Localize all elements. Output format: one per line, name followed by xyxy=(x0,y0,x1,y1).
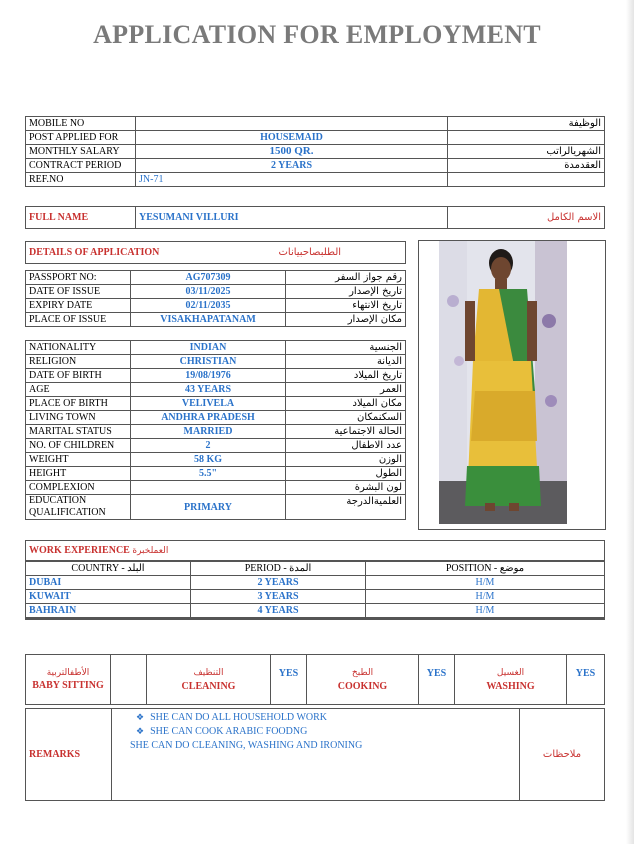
work-experience-arabic: العملخبرة xyxy=(132,545,169,556)
skill-arabic: الأطفالتربية xyxy=(46,668,90,678)
full-name-value: YESUMANI VILLURI xyxy=(136,207,448,229)
period-cell: 4 YEARS xyxy=(191,604,366,618)
row-value: JN-71 xyxy=(136,173,448,187)
skill-label: COOKING xyxy=(337,680,388,692)
table-row xyxy=(26,619,605,620)
skill-value: YES xyxy=(271,655,307,705)
table-row xyxy=(26,299,406,313)
page-title: APPLICATION FOR EMPLOYMENT xyxy=(93,20,541,49)
col-period-header: PERIOD - المدة xyxy=(191,562,366,576)
skill-baby-sitting xyxy=(26,655,111,705)
details-header-table xyxy=(25,241,406,264)
row-label: POST APPLIED FOR xyxy=(26,131,136,145)
row-label: WEIGHT xyxy=(26,453,131,467)
row-label: PLACE OF BIRTH xyxy=(26,397,131,411)
table-row xyxy=(26,439,406,453)
row-arabic xyxy=(448,131,605,145)
table-row xyxy=(26,655,605,705)
remarks-text: SHE CAN DO ALL HOUSEHOLD WORK xyxy=(150,712,328,723)
work-experience-header xyxy=(25,540,605,561)
row-arabic: العمر xyxy=(286,383,406,397)
skill-arabic: التنظيف xyxy=(193,667,224,678)
remarks-text: SHE CAN COOK ARABIC FOODNG xyxy=(150,726,308,737)
full-name-arabic: الاسم الكامل xyxy=(448,207,605,229)
row-value: VISAKHAPATANAM xyxy=(131,313,286,327)
skill-cleaning xyxy=(147,655,271,705)
row-value: CHRISTIAN xyxy=(131,355,286,369)
row-label: RELIGION xyxy=(26,355,131,369)
row-value: MARRIED xyxy=(131,425,286,439)
skill-washing xyxy=(455,655,567,705)
position-cell: H/M xyxy=(366,590,605,604)
position-cell: H/M xyxy=(366,576,605,590)
remarks-bullet-item xyxy=(136,725,495,739)
row-value: 43 YEARS xyxy=(131,383,286,397)
row-label: HEIGHT xyxy=(26,467,131,481)
period-cell: 2 YEARS xyxy=(191,576,366,590)
table-row xyxy=(26,207,605,229)
table-row xyxy=(26,271,406,285)
row-value xyxy=(136,117,448,131)
bullet-icon: ❖ xyxy=(136,727,145,737)
row-value: 03/11/2025 xyxy=(131,285,286,299)
page-edge-shadow xyxy=(626,0,634,844)
row-value: 58 KG xyxy=(131,453,286,467)
row-value: 02/11/2035 xyxy=(131,299,286,313)
row-label: PLACE OF ISSUE xyxy=(26,313,131,327)
row-label: COMPLEXION xyxy=(26,481,131,495)
row-value: HOUSEMAID xyxy=(136,131,448,145)
country-cell: BAHRAIN xyxy=(26,604,191,618)
skill-value: YES xyxy=(419,655,455,705)
skill-label: BABY SITTING xyxy=(32,680,104,691)
skill-value: YES xyxy=(567,655,605,705)
applicant-photo-illustration xyxy=(439,241,567,524)
row-arabic: مكان الإصدار xyxy=(286,313,406,327)
remarks-table xyxy=(25,708,605,801)
row-label: LIVING TOWN xyxy=(26,411,131,425)
row-arabic: الشهريالراتب xyxy=(448,145,605,159)
table-row xyxy=(26,285,406,299)
row-arabic: لون البشرة xyxy=(286,481,406,495)
row-value: INDIAN xyxy=(131,341,286,355)
row-arabic: الديانة xyxy=(286,355,406,369)
row-value: 19/08/1976 xyxy=(131,369,286,383)
skill-arabic: الغسيل xyxy=(496,667,525,678)
row-arabic: مكان الميلاد xyxy=(286,397,406,411)
table-row xyxy=(26,369,406,383)
full-name-table xyxy=(25,206,605,229)
skill-label: CLEANING xyxy=(181,680,236,692)
table-row xyxy=(26,355,406,369)
row-arabic: عدد الاطفال xyxy=(286,439,406,453)
row-value: 2 xyxy=(131,439,286,453)
row-arabic: الحالة الاجتماعية xyxy=(286,425,406,439)
row-value xyxy=(131,481,286,495)
row-value: ANDHRA PRADESH xyxy=(131,411,286,425)
row-value: 5.5" xyxy=(131,467,286,481)
row-arabic: تاريخ الميلاد xyxy=(286,369,406,383)
table-row xyxy=(26,173,605,187)
table-row xyxy=(26,604,605,618)
row-value: PRIMARY xyxy=(131,495,286,520)
remarks-bullet-item xyxy=(136,711,495,725)
bullet-icon: ❖ xyxy=(136,713,145,723)
skills-table xyxy=(25,654,605,705)
table-row xyxy=(26,117,605,131)
row-arabic: الوظيفة xyxy=(448,117,605,131)
table-row xyxy=(26,411,406,425)
table-row xyxy=(26,131,605,145)
row-value: 2 YEARS xyxy=(136,159,448,173)
row-arabic: الطول xyxy=(286,467,406,481)
table-row xyxy=(26,709,605,801)
row-label: MOBILE NO xyxy=(26,117,136,131)
applicant-photo xyxy=(439,241,567,524)
row-arabic: رقم جواز السفر xyxy=(286,271,406,285)
position-cell: H/M xyxy=(366,604,605,618)
table-row xyxy=(26,576,605,590)
remarks-content xyxy=(112,709,520,801)
row-label: EDUCATION QUALIFICATION xyxy=(26,495,131,520)
row-label: AGE xyxy=(26,383,131,397)
work-experience-title-cell xyxy=(26,541,605,561)
row-label: CONTRACT PERIOD xyxy=(26,159,136,173)
details-arabic: الطلبصاحبيانات xyxy=(276,242,406,264)
table-row xyxy=(26,495,406,520)
table-row xyxy=(26,313,406,327)
row-arabic: الجنسية xyxy=(286,341,406,355)
table-row xyxy=(26,397,406,411)
position-cell xyxy=(366,619,605,620)
row-label: NO. OF CHILDREN xyxy=(26,439,131,453)
row-label: NATIONALITY xyxy=(26,341,131,355)
col-position-header: POSITION - موضع xyxy=(366,562,605,576)
row-value: VELIVELA xyxy=(131,397,286,411)
skill-arabic: الطبخ xyxy=(351,667,374,678)
row-arabic: العقدمدة xyxy=(448,159,605,173)
country-cell xyxy=(26,619,191,620)
row-arabic: العلميةالدرجة xyxy=(286,495,406,520)
header-info-table xyxy=(25,116,605,187)
row-value: AG707309 xyxy=(131,271,286,285)
period-cell: 3 YEARS xyxy=(191,590,366,604)
remarks-arabic: ملاحظات xyxy=(520,709,605,801)
table-row xyxy=(26,425,406,439)
table-row xyxy=(26,541,605,561)
table-row xyxy=(26,242,406,264)
table-row xyxy=(26,341,406,355)
row-label: MARITAL STATUS xyxy=(26,425,131,439)
country-cell: KUWAIT xyxy=(26,590,191,604)
row-label: REF.NO xyxy=(26,173,136,187)
col-country-header: COUNTRY - البلد xyxy=(26,562,191,576)
remarks-label: REMARKS xyxy=(26,709,112,801)
period-cell xyxy=(191,619,366,620)
table-row xyxy=(26,467,406,481)
table-row xyxy=(26,562,605,576)
table-row xyxy=(26,383,406,397)
row-label: DATE OF BIRTH xyxy=(26,369,131,383)
row-label: PASSPORT NO: xyxy=(26,271,131,285)
table-row xyxy=(26,481,406,495)
skill-cooking xyxy=(307,655,419,705)
passport-table xyxy=(25,270,406,327)
skill-value xyxy=(111,655,147,705)
work-experience-table xyxy=(25,561,605,620)
country-cell: DUBAI xyxy=(26,576,191,590)
row-arabic: تاريخ الإصدار xyxy=(286,285,406,299)
row-label: MONTHLY SALARY xyxy=(26,145,136,159)
row-label: EXPIRY DATE xyxy=(26,299,131,313)
row-arabic: الوزن xyxy=(286,453,406,467)
row-arabic: السكنمكان xyxy=(286,411,406,425)
table-row xyxy=(26,159,605,173)
details-label: DETAILS OF APPLICATION xyxy=(26,242,276,264)
table-row xyxy=(26,145,605,159)
row-label: DATE OF ISSUE xyxy=(26,285,131,299)
table-row xyxy=(26,453,406,467)
table-row xyxy=(26,590,605,604)
personal-details-table xyxy=(25,340,406,520)
row-arabic xyxy=(448,173,605,187)
remarks-extra-text: SHE CAN DO CLEANING, WASHING AND IRONING xyxy=(130,740,363,751)
full-name-label: FULL NAME xyxy=(26,207,136,229)
row-arabic: تاريخ الانتهاء xyxy=(286,299,406,313)
skill-label: WASHING xyxy=(486,680,535,692)
row-value: 1500 QR. xyxy=(136,145,448,159)
work-experience-label: WORK EXPERIENCE xyxy=(29,544,130,556)
